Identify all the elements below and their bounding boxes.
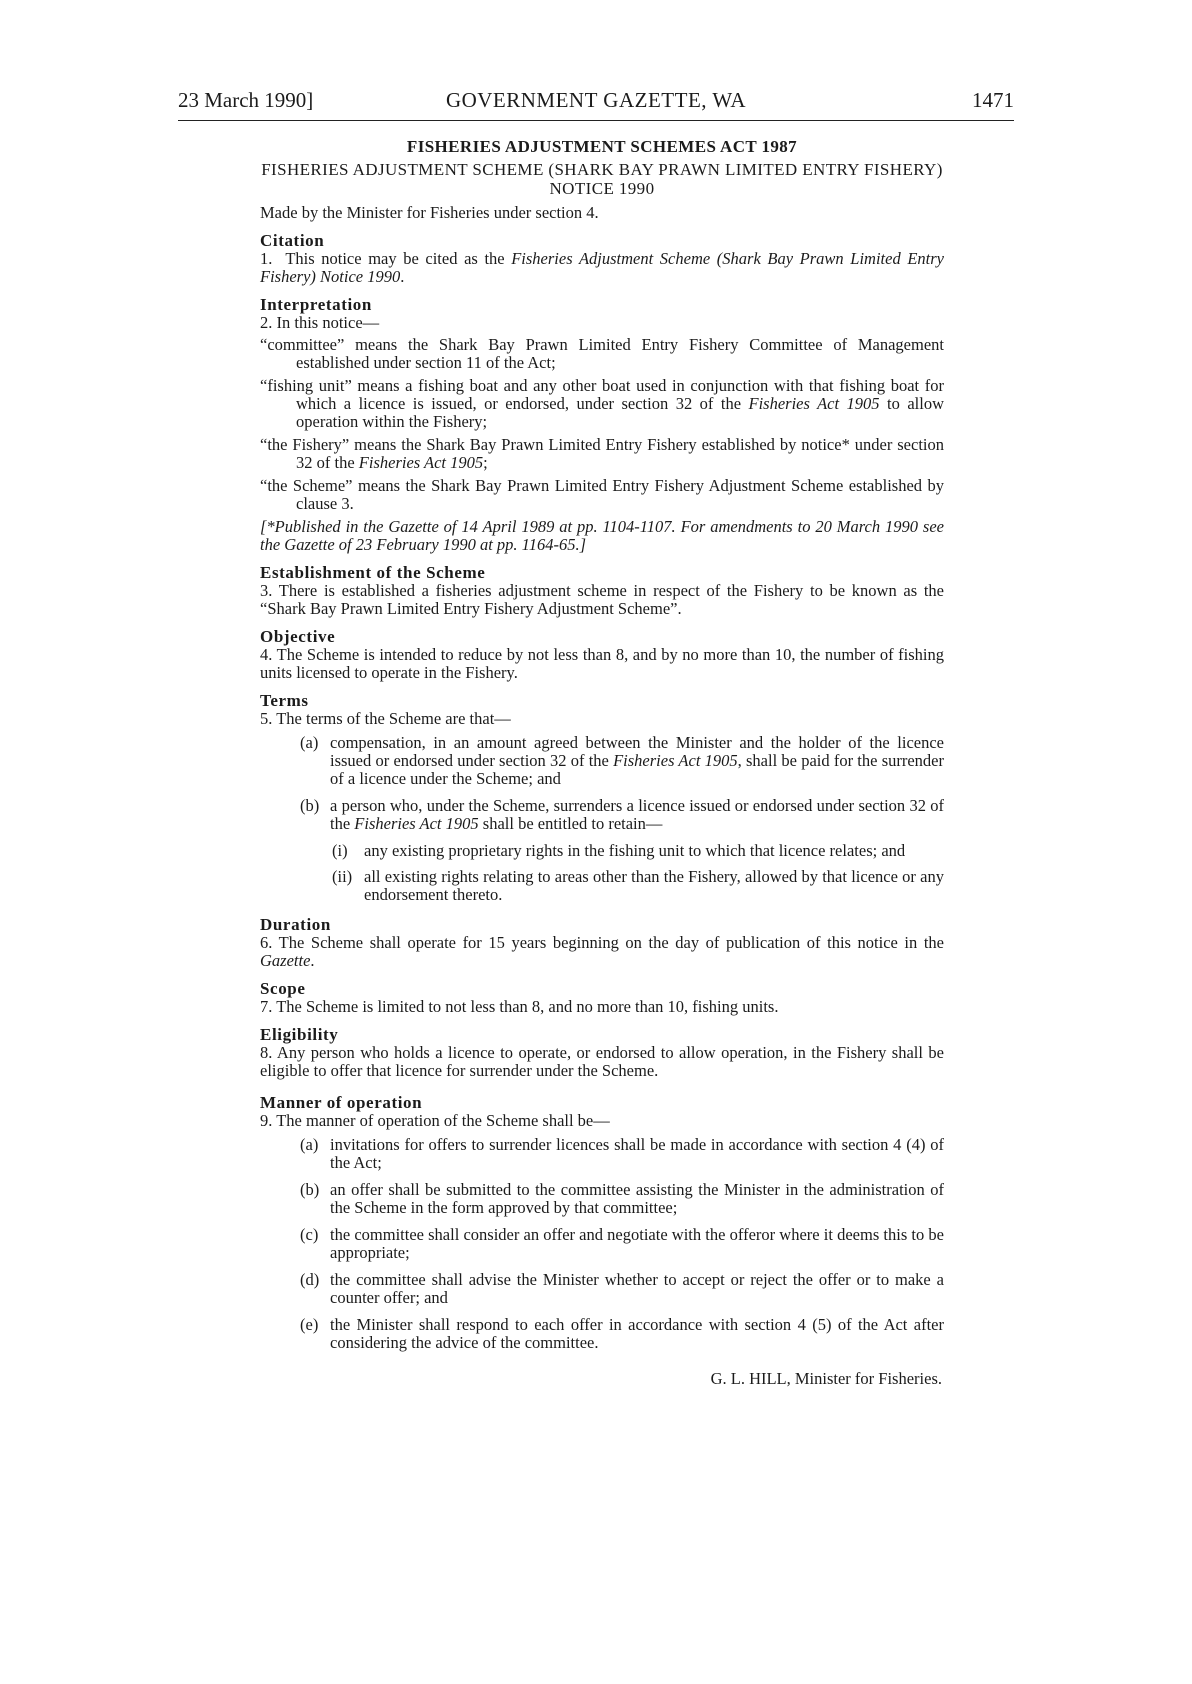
terms-b-pre: a person who, under the Scheme, surrenders a licence issued or endorsed under section 32 of the [330,796,944,833]
definition-fishery [260,436,944,472]
minister-signature: G. L. HILL, Minister for Fisheries. [710,1369,942,1388]
manner-item-a-text: invitations for offers to surrender licences shall be made in accordance with section 4 (4) of the Act; [330,1135,944,1172]
interpretation-intro: 2. In this notice— [260,313,380,332]
duration-pre: 6. The Scheme shall operate for 15 years beginning on the day of publication of this notice in the [260,933,944,952]
objective-text: 4. The Scheme is intended to reduce by not less than 8, and by no more than 10, the number of fishing units licensed to operate in the Fishery. [260,645,944,682]
act-title: FISHERIES ADJUSTMENT SCHEMES ACT 1987 [406,137,798,156]
terms-subitem-ii-label: (ii) [332,867,353,886]
duration-gazette: Gazette [260,951,311,970]
terms-b-post: shall be entitled to retain— [478,814,663,833]
definition-scheme: “the Scheme” means the Shark Bay Prawn Limited Entry Fishery Adjustment Scheme established by clause 3. [260,476,944,513]
definition-committee: “committee” means the Shark Bay Prawn Limited Entry Fishery Committee of Management established under section 11 of the Act; [260,335,944,372]
manner-item-a [300,1136,944,1172]
terms-a-act: Fisheries Act 1905 [613,751,738,770]
gazette-header [178,86,1014,121]
section-heading-eligibility: Eligibility [260,1025,339,1044]
page-number: 1471 [972,88,1014,112]
terms-item-a-text [330,734,944,788]
manner-item-d-label: (d) [300,1270,320,1289]
def-fishery-pre: “the Fishery” means the Shark Bay Prawn Limited Entry Fishery established by notice* under section 32 of the [260,435,944,472]
duration-text [260,934,944,970]
manner-item-d [300,1271,944,1307]
issue-date: 23 March 1990] [178,88,314,112]
citation-text [260,250,944,286]
manner-item-c-label: (c) [300,1225,319,1244]
made-by-line: Made by the Minister for Fisheries under section 4. [260,203,599,222]
definition-fishing-unit [260,377,944,431]
citation-post: . [400,267,405,286]
manner-item-b-text: an offer shall be submitted to the committee assisting the Minister in the administration of the Scheme in the form approved by that committee; [330,1180,944,1217]
def-fishery-post: ; [483,453,488,472]
publication-footnote: [*Published in the Gazette of 14 April 1989 at pp. 1104-1107. For amendments to 20 March 1990 see the Gazette of 23 February 1990 at pp. 1164-65.] [260,517,944,554]
section-heading-manner: Manner of operation [260,1093,423,1112]
manner-item-e-label: (e) [300,1315,319,1334]
section-heading-establishment: Establishment of the Scheme [260,563,486,582]
section-heading-citation: Citation [260,231,325,250]
terms-item-b-label: (b) [300,796,320,815]
terms-a-pre: compensation, in an amount agreed between the Minister and the holder of the licence issued or endorsed under section 32 of the [330,733,944,770]
manner-item-e [300,1316,944,1352]
gazette-title: GOVERNMENT GAZETTE, WA [445,88,747,112]
def-unit-post: to allow operation within the Fishery; [296,394,944,431]
establishment-text: 3. There is established a fisheries adjustment scheme in respect of the Fishery to be known as the “Shark Bay Prawn Limited Entry Fishery Adjustment Scheme”. [260,581,944,618]
terms-subitem-ii-text: all existing rights relating to areas other than the Fishery, allowed by that licence or any endorsement thereto. [364,867,944,904]
manner-item-e-text: the Minister shall respond to each offer in accordance with section 4 (5) of the Act after considering the advice of the committee. [330,1315,944,1352]
terms-subitem-i-label: (i) [332,841,348,860]
def-fishery-act: Fisheries Act 1905 [358,453,484,472]
citation-pre: This notice may be cited as the [285,249,512,268]
section-heading-terms: Terms [260,691,309,710]
manner-intro: 9. The manner of operation of the Scheme shall be— [260,1111,610,1130]
terms-intro: 5. The terms of the Scheme are that— [260,709,511,728]
terms-subitem-ii [332,868,944,904]
citation-short-title: Fisheries Adjustment Scheme (Shark Bay Prawn Limited Entry Fishery) Notice 1990 [260,249,944,286]
section-heading-objective: Objective [260,627,336,646]
notice-title: FISHERIES ADJUSTMENT SCHEME (SHARK BAY PRAWN LIMITED ENTRY FISHERY) NOTICE 1990 [261,160,943,198]
manner-item-c-text: the committee shall consider an offer and negotiate with the offeror where it deems this to be appropriate; [330,1225,944,1262]
citation-number: 1. [260,249,273,268]
terms-subitem-i-text: any existing proprietary rights in the fishing unit to which that licence relates; and [364,841,906,860]
terms-item-a [300,734,944,788]
manner-item-d-text: the committee shall advise the Minister whether to accept or reject the offer or to make a counter offer; and [330,1270,944,1307]
manner-item-a-label: (a) [300,1135,319,1154]
section-heading-scope: Scope [260,979,306,998]
eligibility-text: 8. Any person who holds a licence to operate, or endorsed to allow operation, in the Fishery shall be eligible to offer that licence for surrender under the Scheme. [260,1043,944,1080]
manner-item-c [300,1226,944,1262]
def-unit-pre: “fishing unit” means a fishing boat and any other boat used in conjunction with that fishing boat for which a licence is issued, or endorsed, under section 32 of the [260,376,944,413]
terms-b-act: Fisheries Act 1905 [354,814,479,833]
manner-item-b-label: (b) [300,1180,320,1199]
duration-post: . [310,951,315,970]
terms-a-post: , shall be paid for the surrender of a licence under the Scheme; and [330,751,944,788]
terms-subitem-i [332,842,944,860]
def-unit-act: Fisheries Act 1905 [748,394,880,413]
terms-item-b [300,797,944,833]
terms-item-b-text [330,797,944,833]
scope-text: 7. The Scheme is limited to not less than 8, and no more than 10, fishing units. [260,997,779,1016]
manner-item-b [300,1181,944,1217]
terms-item-a-label: (a) [300,733,319,752]
notice-body [260,138,944,1388]
section-heading-interpretation: Interpretation [260,295,372,314]
section-heading-duration: Duration [260,915,331,934]
